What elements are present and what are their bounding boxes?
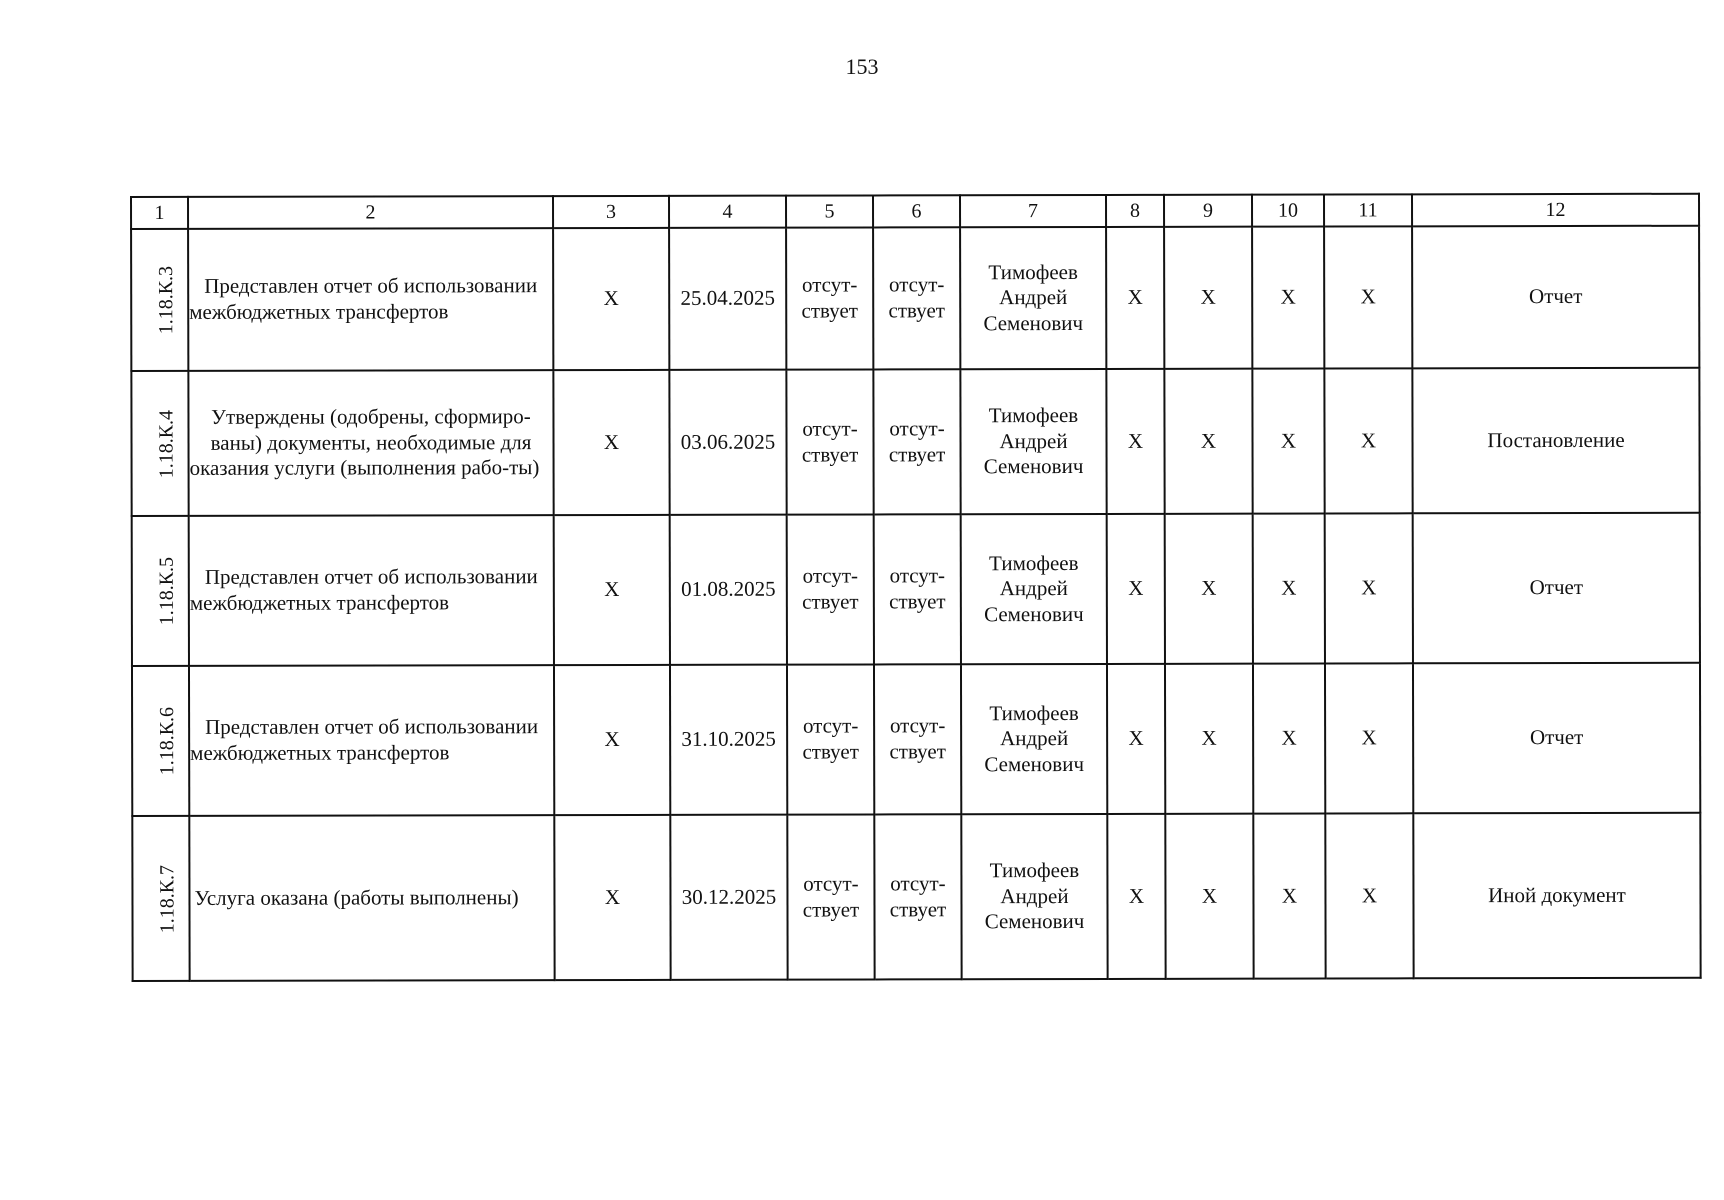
cell-col9: X [1165,664,1253,814]
cell-col9: X [1165,514,1253,664]
row-id-cell [131,229,188,371]
cell-col10: X [1252,368,1324,513]
cell-col10: X [1253,813,1325,978]
column-header: 1 [131,197,188,229]
cell-col8: X [1107,514,1165,664]
cell-col9: X [1164,227,1252,369]
cell-col8: X [1107,814,1165,979]
control-points-table [130,193,1702,982]
column-header: 12 [1412,194,1699,227]
cell-col9: X [1164,369,1252,514]
event-description: Представлен отчет об использовании межбюджетных трансфертов [189,665,554,816]
page-number: 153 [845,54,879,79]
column-header: 8 [1106,195,1164,227]
document-type: Иной документ [1413,813,1700,979]
event-date: 30.12.2025 [670,815,787,980]
cell-col6: отсут- ствует [873,227,960,369]
cell-col3: X [554,515,670,665]
cell-col3: X [554,665,670,815]
event-description: Утверждены (одобрены, сформиро-ваны) документы, необходимые для оказания услуги (выполнения рабо-ты) [188,370,553,516]
column-header: 4 [669,196,786,228]
row-id-cell [132,666,189,816]
responsible-person: Тимофеев Андрей Семенович [961,814,1107,979]
event-date: 31.10.2025 [670,665,787,815]
cell-col9: X [1165,814,1253,979]
cell-col5: отсут- ствует [787,814,874,979]
row-id: 1.18.К.5 [155,557,178,626]
row-id: 1.18.К.7 [156,864,179,934]
table-row [132,813,1700,981]
cell-col11: X [1325,513,1413,663]
column-header: 7 [960,195,1106,227]
responsible-person: Тимофеев Андрей Семенович [960,227,1106,369]
cell-col3: X [553,370,669,515]
cell-col6: отсут- ствует [874,664,961,814]
responsible-person: Тимофеев Андрей Семенович [961,664,1107,814]
event-date: 03.06.2025 [669,370,786,515]
document-type: Отчет [1413,663,1700,814]
column-header: 11 [1324,194,1412,226]
column-header: 2 [188,196,553,229]
event-description: Представлен отчет об использовании межбюджетных трансфертов [189,515,554,666]
row-id-cell [131,371,188,516]
cell-col10: X [1253,513,1325,663]
table-row [132,663,1700,816]
responsible-person: Тимофеев Андрей Семенович [960,369,1106,514]
document-type: Отчет [1412,226,1699,369]
event-date: 25.04.2025 [669,228,786,370]
table-row [131,368,1699,516]
document-type: Отчет [1413,513,1700,664]
header-row [131,194,1699,229]
cell-col5: отсут- ствует [787,664,874,814]
row-id: 1.18.К.3 [155,266,178,335]
cell-col5: отсут- ствует [787,514,874,664]
event-date: 01.08.2025 [670,515,787,665]
cell-col3: X [553,228,669,370]
column-header: 10 [1252,194,1324,226]
table-row [131,226,1699,371]
cell-col6: отсут- ствует [873,369,960,514]
column-header: 5 [786,195,873,227]
event-description: Услуга оказана (работы выполнены) [189,815,554,981]
cell-col6: отсут- ствует [874,814,961,979]
cell-col3: X [554,815,670,980]
row-id: 1.18.К.4 [155,409,178,479]
table-row [132,513,1700,666]
column-header: 6 [873,195,960,227]
cell-col5: отсут- ствует [786,369,873,514]
cell-col10: X [1252,226,1324,368]
cell-col11: X [1325,813,1413,978]
column-header: 9 [1164,195,1252,227]
cell-col11: X [1324,368,1412,513]
document-type: Постановление [1412,368,1699,514]
row-id-cell [132,516,189,666]
cell-col8: X [1106,227,1164,369]
cell-col11: X [1324,226,1412,368]
column-header: 3 [553,196,669,228]
row-id-cell [132,816,189,981]
cell-col6: отсут- ствует [874,514,961,664]
row-id: 1.18.К.6 [156,707,179,776]
cell-col5: отсут- ствует [786,227,873,369]
cell-col8: X [1107,664,1165,814]
cell-col11: X [1325,663,1413,813]
cell-col10: X [1253,663,1325,813]
cell-col8: X [1106,369,1164,514]
event-description: Представлен отчет об использовании межбюджетных трансфертов [188,228,553,371]
responsible-person: Тимофеев Андрей Семенович [961,514,1107,664]
